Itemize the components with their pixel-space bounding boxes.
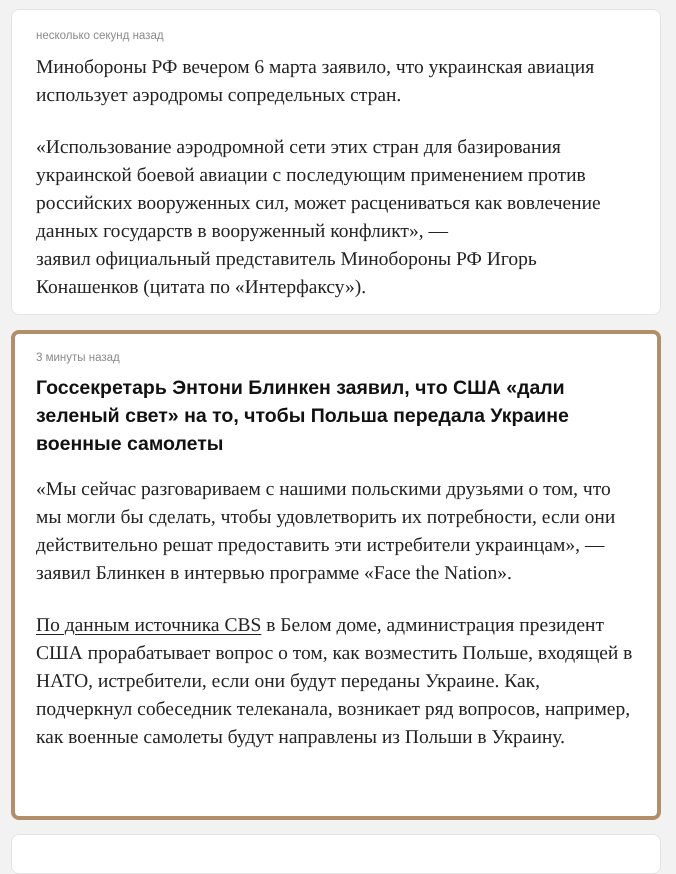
post-body — [36, 612, 636, 752]
post-lead: Минобороны РФ вечером 6 марта заявило, что украинская авиация использует аэродромы сопредельных стран. — [36, 57, 595, 106]
post-quote — [36, 134, 636, 302]
news-post — [11, 9, 661, 315]
news-post-highlighted — [11, 330, 661, 820]
post-quote: «Мы сейчас разговариваем с нашими польскими друзьями о том, что мы могли бы сделать, чтобы удовлетворить их потребности, если они действительно решат предоставить эти истребители украинцам», — заявил Блинкен в интервью программе «Face the Nation». — [36, 479, 616, 584]
post-body-text: в Белом доме, администрация президент США прорабатывает вопрос о том, как возместить Польше, входящей в НАТО, истребители, если они будут переданы Украине. Как, подчеркнул собеседник телеканала, возникает ряд вопросов, например, как военные самолеты будут направлены из Польши в Украину. — [36, 615, 633, 748]
post-headline: Госсекретарь Энтони Блинкен заявил, что США «дали зеленый свет» на то, чтобы Польша передала Украине военные самолеты — [36, 377, 569, 455]
quote-text: «Использование аэродромной сети этих стран для базирования украинской боевой авиации с последующим применением против российских вооруженных сил, может расцениваться как вовлечение данных государств в вооруженный конфликт», — — [36, 137, 601, 242]
post-timestamp: 3 минуты назад — [36, 352, 120, 364]
post-timestamp: несколько секунд назад — [36, 30, 164, 42]
cbs-source-link[interactable]: По данным источника CBS — [36, 615, 262, 636]
quote-attribution: заявил официальный представитель Минобороны РФ Игорь Конашенков (цитата по «Интерфаксу»). — [36, 249, 537, 298]
news-post-next — [11, 834, 661, 874]
